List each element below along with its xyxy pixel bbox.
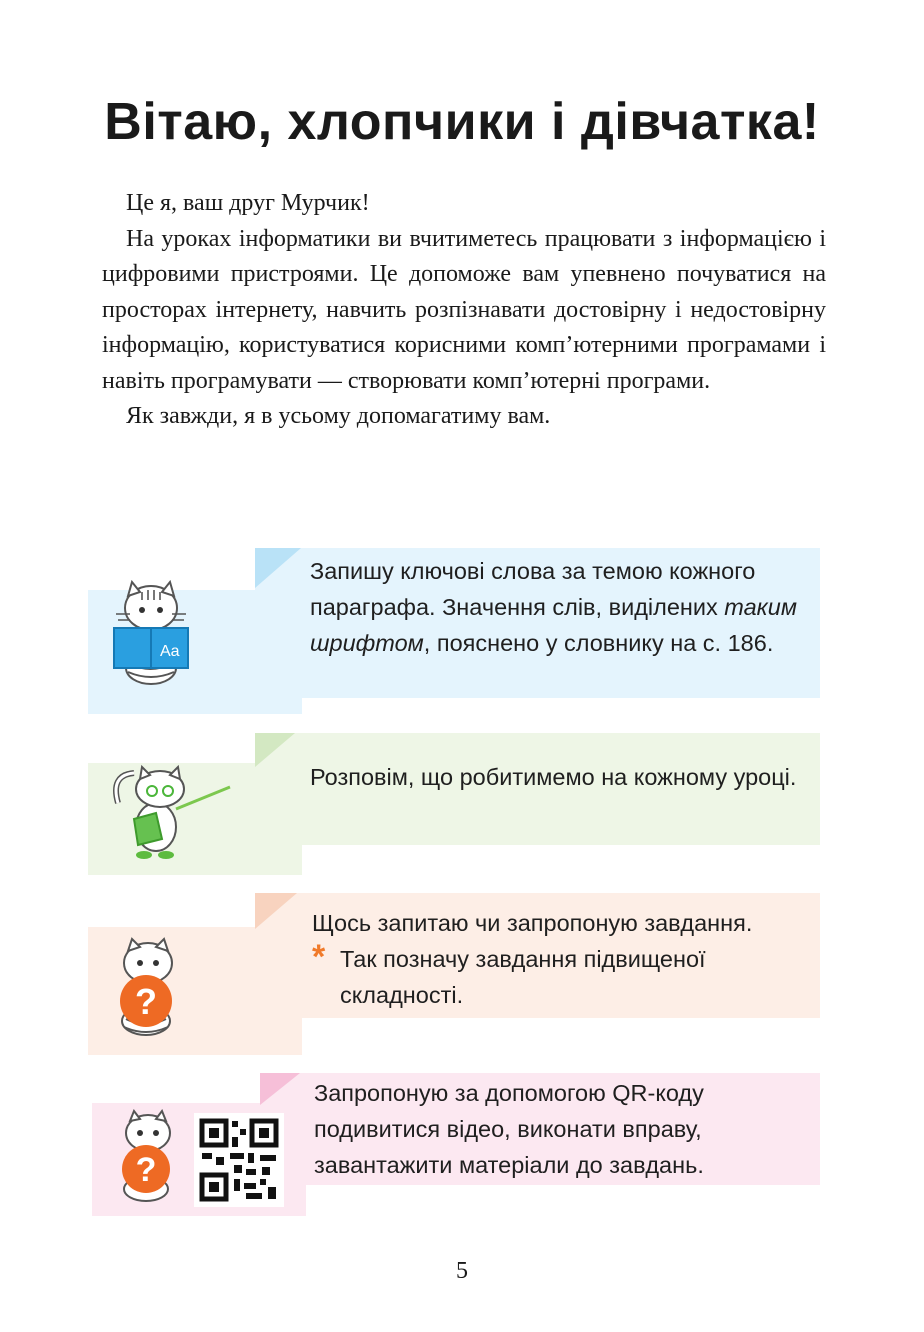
lesson-plan-text: Розповім, що робитимемо на кожному уроці. xyxy=(310,764,797,790)
asterisk-icon: * xyxy=(312,938,326,976)
page-number: 5 xyxy=(456,1258,468,1284)
keywords-text-italic: таким шрифтом xyxy=(310,594,797,656)
qr-question-mark: ? xyxy=(135,1151,157,1189)
keywords-text-before: Запишу ключові слова за темою кожного параграфа. Значення слів, виділених xyxy=(310,558,756,620)
lesson-plan-card xyxy=(0,733,924,878)
keywords-card xyxy=(0,548,924,718)
keywords-text xyxy=(310,553,820,661)
keywords-text-after: , пояснено у словнику на с. 186. xyxy=(423,630,774,656)
cat-question-icon xyxy=(106,937,190,1037)
tasks-main-text: Щось запитаю чи запропоную завдання. xyxy=(312,910,753,936)
qr-code-icon xyxy=(194,1113,284,1207)
qr-text: Запропоную за допомогою QR-коду подивитися відео, виконати вправу, завантажити матеріали до завдань. xyxy=(314,1080,704,1178)
cat-reading-icon xyxy=(108,580,194,690)
tasks-question-mark: ? xyxy=(135,981,157,1022)
qr-card xyxy=(0,1073,924,1218)
book-label: Aa xyxy=(160,643,180,660)
cat-teacher-icon xyxy=(104,763,234,863)
tasks-text xyxy=(312,905,812,1013)
tasks-star-text: Так позначу завдання підвищеної складності. xyxy=(340,946,706,1008)
page-title: Вітаю, хлопчики і дівчатка! xyxy=(104,93,820,151)
tasks-star-note xyxy=(312,938,812,1013)
cat-question-icon xyxy=(110,1109,186,1203)
intro-closing: Як завжди, я в усьому допомагатиму вам. xyxy=(126,403,551,429)
intro-text xyxy=(102,186,826,435)
intro-greeting: Це я, ваш друг Мурчик! xyxy=(126,190,370,216)
tasks-card xyxy=(0,893,924,1058)
intro-paragraph: На уроках інформатики ви вчитиметесь працювати з інформацією і цифровими пристроями. Це допоможе вам упевнено почуватися на просторах інтернету, навчить розпізнавати достовірну і недостовірну інформацію, користуватися корисними комп’ютерними програмами і навіть програмувати — створювати комп’ютерні програми. xyxy=(102,225,826,394)
